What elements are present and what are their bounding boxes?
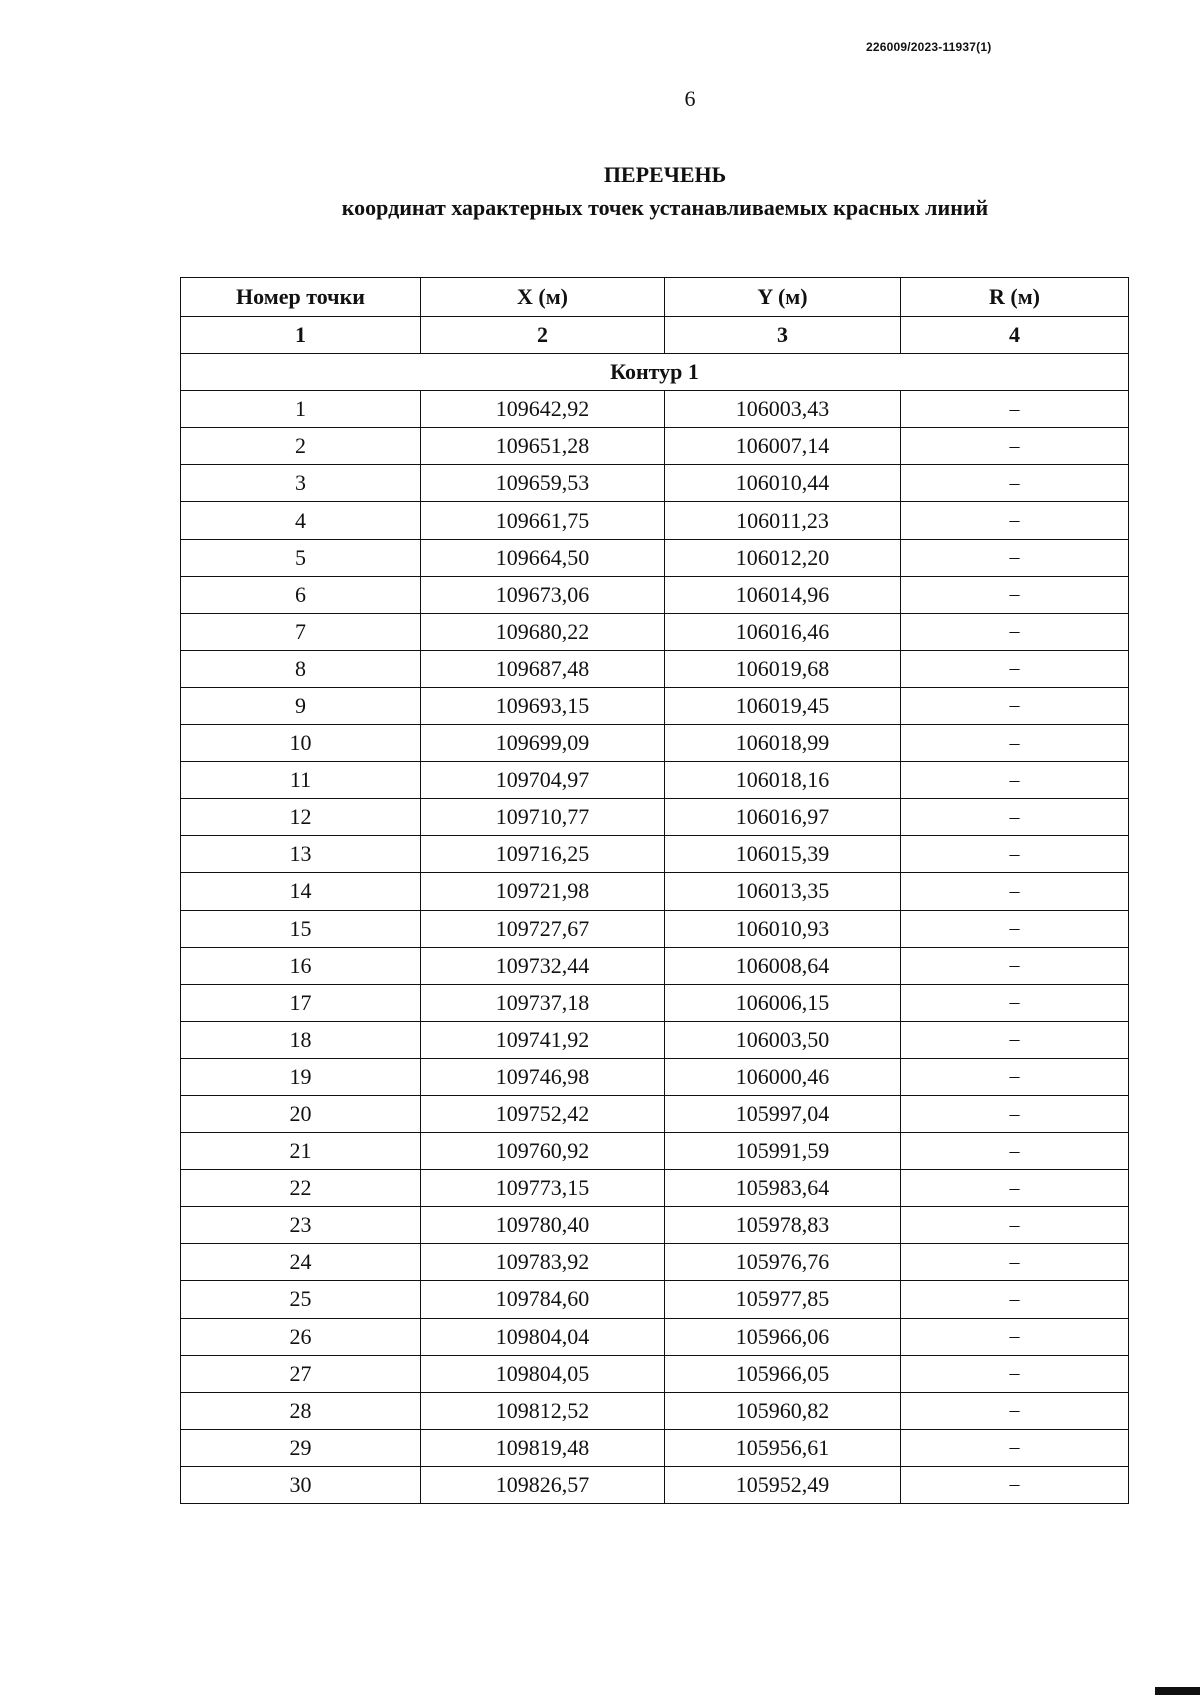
point-number-cell: 10 xyxy=(181,725,421,762)
point-number-cell: 25 xyxy=(181,1281,421,1318)
x-coordinate-cell: 109737,18 xyxy=(421,984,665,1021)
y-coordinate-cell: 106018,16 xyxy=(665,762,901,799)
y-coordinate-cell: 106003,43 xyxy=(665,391,901,428)
x-coordinate-cell: 109819,48 xyxy=(421,1429,665,1466)
radius-cell: – xyxy=(901,465,1129,502)
column-header-r: R (м) xyxy=(901,278,1129,317)
column-number: 3 xyxy=(665,317,901,354)
radius-cell: – xyxy=(901,762,1129,799)
x-coordinate-cell: 109741,92 xyxy=(421,1021,665,1058)
y-coordinate-cell: 106010,44 xyxy=(665,465,901,502)
x-coordinate-cell: 109673,06 xyxy=(421,576,665,613)
point-number-cell: 2 xyxy=(181,428,421,465)
radius-cell: – xyxy=(901,910,1129,947)
point-number-cell: 21 xyxy=(181,1133,421,1170)
radius-cell: – xyxy=(901,1466,1129,1503)
radius-cell: – xyxy=(901,1355,1129,1392)
y-coordinate-cell: 105978,83 xyxy=(665,1207,901,1244)
table-row xyxy=(181,502,1129,539)
radius-cell: – xyxy=(901,947,1129,984)
column-header-point-number: Номер точки xyxy=(181,278,421,317)
document-number: 226009/2023-11937(1) xyxy=(866,40,992,54)
table-body xyxy=(181,391,1129,1504)
x-coordinate-cell: 109760,92 xyxy=(421,1133,665,1170)
x-coordinate-cell: 109642,92 xyxy=(421,391,665,428)
table-row xyxy=(181,1281,1129,1318)
x-coordinate-cell: 109721,98 xyxy=(421,873,665,910)
radius-cell: – xyxy=(901,836,1129,873)
y-coordinate-cell: 106016,97 xyxy=(665,799,901,836)
y-coordinate-cell: 106011,23 xyxy=(665,502,901,539)
x-coordinate-cell: 109664,50 xyxy=(421,539,665,576)
point-number-cell: 26 xyxy=(181,1318,421,1355)
radius-cell: – xyxy=(901,687,1129,724)
table-row xyxy=(181,687,1129,724)
point-number-cell: 24 xyxy=(181,1244,421,1281)
x-coordinate-cell: 109804,05 xyxy=(421,1355,665,1392)
document-title: ПЕРЕЧЕНЬ xyxy=(603,162,727,187)
table-row xyxy=(181,1429,1129,1466)
table-row xyxy=(181,539,1129,576)
point-number-cell: 16 xyxy=(181,947,421,984)
radius-cell: – xyxy=(901,1058,1129,1095)
radius-cell: – xyxy=(901,725,1129,762)
table-row xyxy=(181,799,1129,836)
radius-cell: – xyxy=(901,1133,1129,1170)
page-number: 6 xyxy=(684,86,696,111)
point-number-cell: 11 xyxy=(181,762,421,799)
point-number-cell: 8 xyxy=(181,650,421,687)
x-coordinate-cell: 109727,67 xyxy=(421,910,665,947)
point-number-cell: 12 xyxy=(181,799,421,836)
y-coordinate-cell: 106018,99 xyxy=(665,725,901,762)
table-row xyxy=(181,725,1129,762)
radius-cell: – xyxy=(901,539,1129,576)
table-row xyxy=(181,576,1129,613)
point-number-cell: 23 xyxy=(181,1207,421,1244)
x-coordinate-cell: 109710,77 xyxy=(421,799,665,836)
radius-cell: – xyxy=(901,1244,1129,1281)
y-coordinate-cell: 105960,82 xyxy=(665,1392,901,1429)
table-row xyxy=(181,428,1129,465)
radius-cell: – xyxy=(901,576,1129,613)
point-number-cell: 5 xyxy=(181,539,421,576)
radius-cell: – xyxy=(901,799,1129,836)
y-coordinate-cell: 105952,49 xyxy=(665,1466,901,1503)
y-coordinate-cell: 105956,61 xyxy=(665,1429,901,1466)
x-coordinate-cell: 109716,25 xyxy=(421,836,665,873)
point-number-cell: 4 xyxy=(181,502,421,539)
y-coordinate-cell: 106000,46 xyxy=(665,1058,901,1095)
table-row xyxy=(181,762,1129,799)
x-coordinate-cell: 109784,60 xyxy=(421,1281,665,1318)
x-coordinate-cell: 109783,92 xyxy=(421,1244,665,1281)
point-number-cell: 6 xyxy=(181,576,421,613)
x-coordinate-cell: 109752,42 xyxy=(421,1095,665,1132)
table-row xyxy=(181,910,1129,947)
radius-cell: – xyxy=(901,650,1129,687)
radius-cell: – xyxy=(901,1392,1129,1429)
y-coordinate-cell: 106010,93 xyxy=(665,910,901,947)
x-coordinate-cell: 109680,22 xyxy=(421,613,665,650)
column-header-y: Y (м) xyxy=(665,278,901,317)
radius-cell: – xyxy=(901,1170,1129,1207)
radius-cell: – xyxy=(901,873,1129,910)
radius-cell: – xyxy=(901,1095,1129,1132)
y-coordinate-cell: 106019,68 xyxy=(665,650,901,687)
x-coordinate-cell: 109804,04 xyxy=(421,1318,665,1355)
x-coordinate-cell: 109826,57 xyxy=(421,1466,665,1503)
point-number-cell: 7 xyxy=(181,613,421,650)
point-number-cell: 27 xyxy=(181,1355,421,1392)
x-coordinate-cell: 109812,52 xyxy=(421,1392,665,1429)
y-coordinate-cell: 106014,96 xyxy=(665,576,901,613)
y-coordinate-cell: 105991,59 xyxy=(665,1133,901,1170)
y-coordinate-cell: 105997,04 xyxy=(665,1095,901,1132)
x-coordinate-cell: 109659,53 xyxy=(421,465,665,502)
y-coordinate-cell: 106015,39 xyxy=(665,836,901,873)
x-coordinate-cell: 109704,97 xyxy=(421,762,665,799)
point-number-cell: 29 xyxy=(181,1429,421,1466)
table-row xyxy=(181,947,1129,984)
radius-cell: – xyxy=(901,502,1129,539)
table-row xyxy=(181,1244,1129,1281)
point-number-cell: 15 xyxy=(181,910,421,947)
x-coordinate-cell: 109661,75 xyxy=(421,502,665,539)
radius-cell: – xyxy=(901,391,1129,428)
section-title: Контур 1 xyxy=(181,354,1129,391)
y-coordinate-cell: 106003,50 xyxy=(665,1021,901,1058)
x-coordinate-cell: 109773,15 xyxy=(421,1170,665,1207)
table-row xyxy=(181,1058,1129,1095)
table-row xyxy=(181,1133,1129,1170)
x-coordinate-cell: 109693,15 xyxy=(421,687,665,724)
table-row xyxy=(181,1021,1129,1058)
radius-cell: – xyxy=(901,1318,1129,1355)
point-number-cell: 9 xyxy=(181,687,421,724)
point-number-cell: 13 xyxy=(181,836,421,873)
column-header-x: X (м) xyxy=(421,278,665,317)
y-coordinate-cell: 106016,46 xyxy=(665,613,901,650)
y-coordinate-cell: 106007,14 xyxy=(665,428,901,465)
table-header-row xyxy=(181,278,1129,317)
point-number-cell: 3 xyxy=(181,465,421,502)
table-column-number-row xyxy=(181,317,1129,354)
point-number-cell: 28 xyxy=(181,1392,421,1429)
x-coordinate-cell: 109651,28 xyxy=(421,428,665,465)
x-coordinate-cell: 109699,09 xyxy=(421,725,665,762)
point-number-cell: 22 xyxy=(181,1170,421,1207)
radius-cell: – xyxy=(901,1207,1129,1244)
radius-cell: – xyxy=(901,613,1129,650)
point-number-cell: 17 xyxy=(181,984,421,1021)
table-row xyxy=(181,1466,1129,1503)
y-coordinate-cell: 106006,15 xyxy=(665,984,901,1021)
table-row xyxy=(181,1170,1129,1207)
point-number-cell: 1 xyxy=(181,391,421,428)
radius-cell: – xyxy=(901,984,1129,1021)
table-row xyxy=(181,1318,1129,1355)
y-coordinate-cell: 105966,06 xyxy=(665,1318,901,1355)
y-coordinate-cell: 106013,35 xyxy=(665,873,901,910)
coordinates-table xyxy=(180,277,1129,1504)
point-number-cell: 30 xyxy=(181,1466,421,1503)
x-coordinate-cell: 109746,98 xyxy=(421,1058,665,1095)
x-coordinate-cell: 109687,48 xyxy=(421,650,665,687)
table-row xyxy=(181,650,1129,687)
scan-edge-mark xyxy=(1155,1687,1200,1695)
column-number: 4 xyxy=(901,317,1129,354)
column-number: 1 xyxy=(181,317,421,354)
table-row xyxy=(181,1207,1129,1244)
point-number-cell: 19 xyxy=(181,1058,421,1095)
column-number: 2 xyxy=(421,317,665,354)
radius-cell: – xyxy=(901,1021,1129,1058)
table-row xyxy=(181,391,1129,428)
y-coordinate-cell: 105976,76 xyxy=(665,1244,901,1281)
table-row xyxy=(181,613,1129,650)
radius-cell: – xyxy=(901,1429,1129,1466)
y-coordinate-cell: 105977,85 xyxy=(665,1281,901,1318)
table-row xyxy=(181,873,1129,910)
table-row xyxy=(181,984,1129,1021)
table-row xyxy=(181,1355,1129,1392)
y-coordinate-cell: 106008,64 xyxy=(665,947,901,984)
table-row xyxy=(181,836,1129,873)
document-subtitle: координат характерных точек устанавливаемых красных линий xyxy=(341,195,989,220)
radius-cell: – xyxy=(901,1281,1129,1318)
point-number-cell: 18 xyxy=(181,1021,421,1058)
table-row xyxy=(181,1095,1129,1132)
y-coordinate-cell: 105983,64 xyxy=(665,1170,901,1207)
x-coordinate-cell: 109780,40 xyxy=(421,1207,665,1244)
y-coordinate-cell: 105966,05 xyxy=(665,1355,901,1392)
table-row xyxy=(181,1392,1129,1429)
table-row xyxy=(181,465,1129,502)
radius-cell: – xyxy=(901,428,1129,465)
point-number-cell: 14 xyxy=(181,873,421,910)
point-number-cell: 20 xyxy=(181,1095,421,1132)
y-coordinate-cell: 106012,20 xyxy=(665,539,901,576)
section-row xyxy=(181,354,1129,391)
x-coordinate-cell: 109732,44 xyxy=(421,947,665,984)
y-coordinate-cell: 106019,45 xyxy=(665,687,901,724)
